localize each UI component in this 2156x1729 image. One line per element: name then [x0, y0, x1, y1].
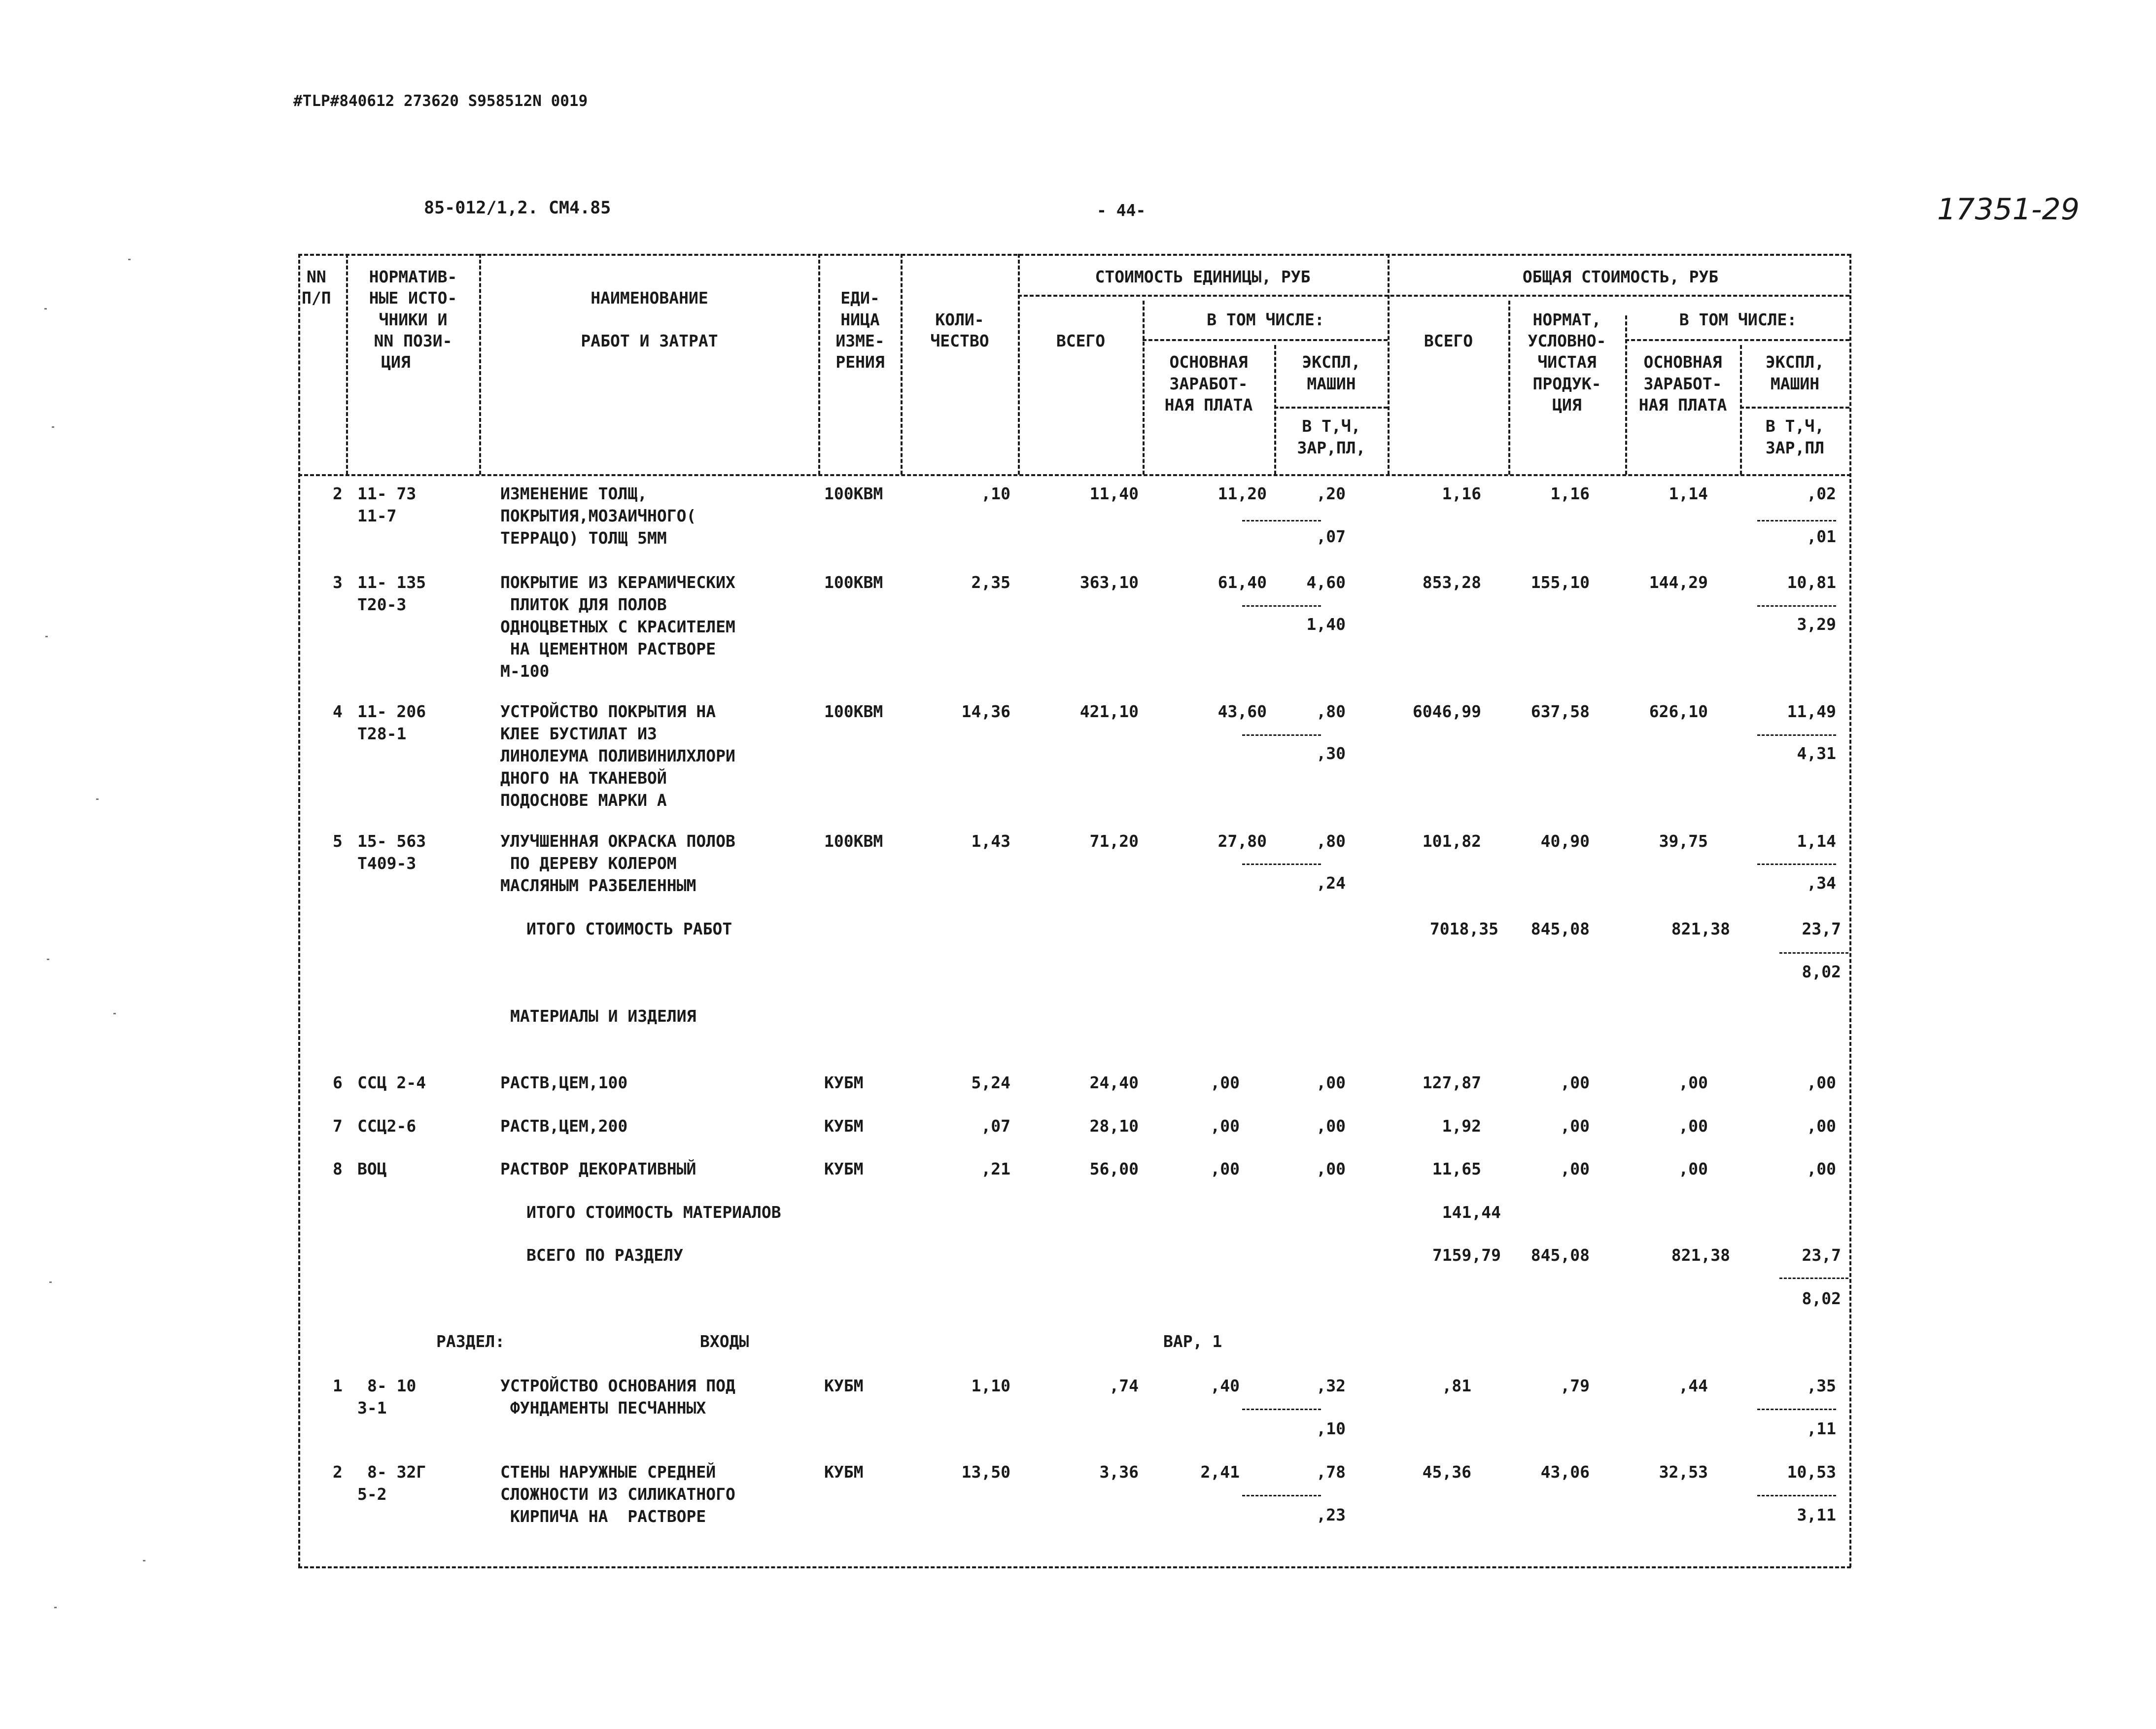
- header-col-sep: [1274, 345, 1276, 475]
- row-unit-total: 11,40: [1089, 484, 1139, 503]
- row-total-norm: ,79: [1560, 1376, 1590, 1395]
- row-total-ekspl-zp: ,34: [1807, 873, 1836, 893]
- header-norm-3: ЧНИКИ И: [379, 310, 448, 329]
- row-total-ekspl-zp: ,11: [1807, 1419, 1836, 1438]
- section-variant: ВАР, 1: [1163, 1332, 1222, 1351]
- row-unit-ekspl: ,80: [1316, 831, 1346, 851]
- row-qty: 13,50: [961, 1462, 1010, 1482]
- row-number: 2: [333, 484, 343, 503]
- row-name-line: М-100: [500, 661, 550, 681]
- row-total-ekspl: 11,49: [1787, 702, 1836, 721]
- header-qty-1: КОЛИ-: [935, 310, 984, 329]
- materials-title: МАТЕРИАЛЫ И ИЗДЕЛИЯ: [510, 1006, 696, 1026]
- row-code-sub: 5-2: [357, 1485, 387, 1504]
- header-norm-5: ЦИЯ: [381, 352, 411, 372]
- handwritten-number: 17351-29: [1937, 192, 2080, 227]
- row-name-line: РАСТВ,ЦЕМ,100: [500, 1073, 628, 1092]
- header-norm-usl-4: ПРОДУК-: [1532, 374, 1601, 393]
- row-unit-zp: ,40: [1210, 1376, 1240, 1395]
- row-unit-zp: 27,80: [1217, 831, 1267, 851]
- row-total-ekspl: ,02: [1807, 484, 1836, 503]
- section-total-ekspl: 23,7: [1802, 1245, 1841, 1265]
- row-total-ekspl: 1,14: [1797, 831, 1836, 851]
- scan-speck: [47, 959, 49, 960]
- row-unit-total: 421,10: [1079, 702, 1139, 721]
- row-unit: КУБМ: [824, 1116, 864, 1136]
- works-subtotal-label: ИТОГО СТОИМОСТЬ РАБОТ: [526, 919, 732, 938]
- row-number: 5: [333, 831, 343, 851]
- section-name: ВХОДЫ: [700, 1332, 749, 1351]
- row-name-line: ФУНДАМЕНТЫ ПЕСЧАННЫХ: [500, 1398, 706, 1418]
- header-total-ekspl-1: ЭКСПЛ,: [1765, 352, 1825, 372]
- subtotal-dash: [1757, 1495, 1836, 1496]
- subtotal-dash: [1242, 520, 1321, 521]
- row-name-line: УСТРОЙСТВО ПОКРЫТИЯ НА: [500, 702, 716, 721]
- subtotal-dash: [1242, 605, 1321, 607]
- header-osn-zar-2: ЗАРАБОТ-: [1169, 374, 1248, 393]
- row-total-norm: 1,16: [1550, 484, 1590, 503]
- header-ekspl-1: ЭКСПЛ,: [1302, 352, 1361, 372]
- row-name-line: ПОДОСНОВЕ МАРКИ А: [500, 791, 667, 810]
- row-code: 11- 206: [357, 702, 426, 721]
- row-name-line: РАСТВОР ДЕКОРАТИВНЫЙ: [500, 1159, 696, 1178]
- row-code-sub: Т409-3: [357, 854, 417, 873]
- row-unit: 100КВМ: [824, 831, 883, 851]
- row-name-line: УЛУЧШЕННАЯ ОКРАСКА ПОЛОВ: [500, 831, 735, 851]
- document-ref: 85-012/1,2. СМ4.85: [424, 198, 611, 218]
- subtotal-dash: [1242, 734, 1321, 736]
- row-unit: 100КВМ: [824, 573, 883, 592]
- scan-speck: [44, 308, 47, 310]
- row-number: 1: [333, 1376, 343, 1395]
- header-total-vtom: В ТОМ ЧИСЛЕ:: [1679, 310, 1797, 329]
- row-name-line: КЛЕЕ БУСТИЛАТ ИЗ: [500, 724, 657, 743]
- row-total-norm: ,00: [1560, 1073, 1590, 1092]
- row-code: ВОЦ: [357, 1159, 387, 1178]
- row-code: 8- 10: [367, 1376, 417, 1395]
- header-norm-usl-1: НОРМАТ,: [1532, 310, 1601, 329]
- header-unit-3: ИЗМЕ-: [835, 331, 885, 350]
- row-unit-ekspl: ,78: [1316, 1462, 1346, 1482]
- row-unit-zp: ,00: [1210, 1116, 1240, 1136]
- section-total-total: 7159,79: [1432, 1245, 1501, 1265]
- header-norm-1: НОРМАТИВ-: [369, 267, 457, 286]
- row-qty: 2,35: [971, 573, 1010, 592]
- header-col-sep: [479, 254, 481, 475]
- row-number: 7: [333, 1116, 343, 1136]
- row-code: 11- 135: [357, 573, 426, 592]
- row-unit-total: 28,10: [1089, 1116, 1139, 1136]
- row-total-ekspl: 10,53: [1787, 1462, 1836, 1482]
- subtotal-dash: [1757, 864, 1836, 865]
- subtotal-dash: [1757, 734, 1836, 736]
- subtotal-dash: [1757, 520, 1836, 521]
- subtotal-dash: [1757, 605, 1836, 607]
- materials-subtotal-total: 141,44: [1442, 1203, 1501, 1222]
- row-name-line: ПОКРЫТИЕ ИЗ КЕРАМИЧЕСКИХ: [500, 573, 735, 592]
- row-code: 8- 32Г: [367, 1462, 426, 1482]
- row-unit-ekspl-zp: 1,40: [1306, 615, 1346, 634]
- row-total: 127,87: [1422, 1073, 1481, 1092]
- row-name-line: РАСТВ,ЦЕМ,200: [500, 1116, 628, 1136]
- row-total-zp: ,00: [1678, 1159, 1708, 1178]
- row-qty: 1,10: [971, 1376, 1010, 1395]
- row-total-norm: 637,58: [1530, 702, 1590, 721]
- scan-speck: [45, 636, 48, 637]
- row-total: 1,16: [1442, 484, 1481, 503]
- section-total-zp: 821,38: [1671, 1245, 1730, 1265]
- header-col-sep: [1018, 254, 1020, 475]
- row-total-ekspl: ,00: [1807, 1073, 1836, 1092]
- header-unit-vsego: ВСЕГО: [1056, 331, 1106, 350]
- works-subtotal-ekspl: 23,7: [1802, 919, 1841, 938]
- row-unit-ekspl-zp: ,23: [1316, 1505, 1346, 1524]
- row-unit-ekspl-zp: ,07: [1316, 527, 1346, 546]
- row-code: 15- 563: [357, 831, 426, 851]
- row-name-line: ЛИНОЛЕУМА ПОЛИВИНИЛХЛОРИ: [500, 746, 735, 765]
- header-col-sep: [346, 254, 348, 475]
- table-top-border: [298, 254, 1851, 256]
- header-unit-2: НИЦА: [840, 310, 880, 329]
- header-unit-4: РЕНИЯ: [835, 352, 885, 372]
- header-ekspl-2: МАШИН: [1307, 374, 1356, 393]
- row-qty: ,07: [981, 1116, 1010, 1136]
- header-qty-2: ЧЕСТВО: [930, 331, 989, 350]
- header-subline: [1740, 407, 1849, 409]
- header-norm-2: НЫЕ ИСТО-: [369, 288, 457, 308]
- row-unit-ekspl: ,32: [1316, 1376, 1346, 1395]
- header-total-vtch-1: В Т,Ч,: [1765, 416, 1825, 436]
- section-total-ekspl-zp: 8,02: [1802, 1289, 1841, 1308]
- row-number: 4: [333, 702, 343, 721]
- document-id: #TLP#840612 273620 S958512N 0019: [293, 92, 588, 110]
- row-name-line: ПО ДЕРЕВУ КОЛЕРОМ: [500, 854, 677, 873]
- header-vtch-1: В Т,Ч,: [1302, 416, 1361, 436]
- scan-speck: [54, 1607, 57, 1608]
- header-osn-zar-1: ОСНОВНАЯ: [1169, 352, 1248, 372]
- header-unit-cost: СТОИМОСТЬ ЕДИНИЦЫ, РУБ: [1095, 267, 1311, 286]
- row-total-zp: ,00: [1678, 1073, 1708, 1092]
- header-total-osn-2: ЗАРАБОТ-: [1643, 374, 1722, 393]
- row-name-line: ОДНОЦВЕТНЫХ С КРАСИТЕЛЕМ: [500, 617, 735, 636]
- row-total-ekspl: 10,81: [1787, 573, 1836, 592]
- row-name-line: КИРПИЧА НА РАСТВОРЕ: [500, 1507, 706, 1526]
- works-subtotal-zp: 821,38: [1671, 919, 1730, 938]
- header-nn: NN: [307, 267, 326, 286]
- row-unit-ekspl: ,00: [1316, 1159, 1346, 1178]
- row-total: 1,92: [1442, 1116, 1481, 1136]
- row-total-ekspl-zp: 3,11: [1797, 1505, 1836, 1524]
- row-unit-total: ,74: [1109, 1376, 1139, 1395]
- row-code-sub: Т28-1: [357, 724, 407, 743]
- row-name-line: ПЛИТОК ДЛЯ ПОЛОВ: [500, 595, 667, 614]
- scan-speck: [128, 259, 131, 260]
- row-code: ССЦ 2-4: [357, 1073, 426, 1092]
- section-total-norm: 845,08: [1530, 1245, 1590, 1265]
- row-code-sub: 3-1: [357, 1398, 387, 1418]
- row-total-ekspl: ,00: [1807, 1116, 1836, 1136]
- materials-subtotal-label: ИТОГО СТОИМОСТЬ МАТЕРИАЛОВ: [526, 1203, 781, 1222]
- row-name-line: УСТРОЙСТВО ОСНОВАНИЯ ПОД: [500, 1376, 735, 1395]
- subtotal-dash: [1242, 1495, 1321, 1496]
- row-unit: КУБМ: [824, 1376, 864, 1395]
- row-total: 6046,99: [1412, 702, 1481, 721]
- header-norm-4: NN ПОЗИ-: [374, 331, 452, 350]
- row-total-zp: 626,10: [1649, 702, 1708, 721]
- row-unit-total: 71,20: [1089, 831, 1139, 851]
- row-unit: КУБМ: [824, 1462, 864, 1482]
- row-unit-total: 3,36: [1099, 1462, 1139, 1482]
- row-total-ekspl-zp: ,01: [1807, 527, 1836, 546]
- row-unit-zp: ,00: [1210, 1159, 1240, 1178]
- works-subtotal-ekspl-zp: 8,02: [1802, 962, 1841, 981]
- row-unit-ekspl: ,00: [1316, 1116, 1346, 1136]
- row-unit-ekspl: ,80: [1316, 702, 1346, 721]
- row-total-norm: 155,10: [1530, 573, 1590, 592]
- header-osn-zar-3: НАЯ ПЛАТА: [1164, 395, 1253, 415]
- table-header-bottom-border: [298, 474, 1851, 476]
- header-norm-usl-2: УСЛОВНО-: [1528, 331, 1606, 350]
- row-qty: ,10: [981, 484, 1010, 503]
- section-total-label: ВСЕГО ПО РАЗДЕЛУ: [526, 1245, 683, 1265]
- row-name-line: ИЗМЕНЕНИЕ ТОЛЩ,: [500, 484, 648, 503]
- row-qty: 14,36: [961, 702, 1010, 721]
- header-subline: [1274, 407, 1388, 409]
- header-norm-usl-3: ЧИСТАЯ: [1537, 352, 1597, 372]
- row-unit-ekspl: ,20: [1316, 484, 1346, 503]
- row-number: 8: [333, 1159, 343, 1178]
- row-unit-ekspl-zp: ,10: [1316, 1419, 1346, 1438]
- row-total-ekspl-zp: 3,29: [1797, 615, 1836, 634]
- row-unit-total: 56,00: [1089, 1159, 1139, 1178]
- row-total-zp: 144,29: [1649, 573, 1708, 592]
- row-unit: 100КВМ: [824, 484, 883, 503]
- row-unit-ekspl-zp: ,24: [1316, 873, 1346, 893]
- header-total-cost: ОБЩАЯ СТОИМОСТЬ, РУБ: [1522, 267, 1719, 286]
- section-label: РАЗДЕЛ:: [436, 1332, 505, 1351]
- subtotal-dash: [1779, 1278, 1848, 1279]
- row-unit-ekspl: ,00: [1316, 1073, 1346, 1092]
- subtotal-dash: [1779, 952, 1848, 954]
- row-code-sub: 11-7: [357, 506, 397, 525]
- table-bottom-border: [298, 1566, 1851, 1568]
- row-unit: КУБМ: [824, 1159, 864, 1178]
- row-total-ekspl: ,35: [1807, 1376, 1836, 1395]
- row-unit-zp: ,00: [1210, 1073, 1240, 1092]
- row-qty: ,21: [981, 1159, 1010, 1178]
- row-total-ekspl-zp: 4,31: [1797, 744, 1836, 763]
- row-total-zp: ,00: [1678, 1116, 1708, 1136]
- header-subline: [1018, 295, 1849, 297]
- header-col-sep: [818, 254, 820, 475]
- row-number: 2: [333, 1462, 343, 1482]
- row-name-line: МАСЛЯНЫМ РАЗБЕЛЕННЫМ: [500, 876, 696, 895]
- row-name-line: НА ЦЕМЕНТНОМ РАСТВОРЕ: [500, 639, 716, 658]
- row-number: 6: [333, 1073, 343, 1092]
- header-col-sep: [1388, 254, 1390, 475]
- row-total-norm: ,00: [1560, 1159, 1590, 1178]
- header-name-2: РАБОТ И ЗАТРАТ: [581, 331, 718, 350]
- row-total-zp: 39,75: [1659, 831, 1708, 851]
- row-unit-zp: 43,60: [1217, 702, 1267, 721]
- row-total: 853,28: [1422, 573, 1481, 592]
- row-unit: КУБМ: [824, 1073, 864, 1092]
- header-col-sep: [901, 254, 903, 475]
- scan-speck: [113, 1013, 116, 1014]
- header-total-vsego: ВСЕГО: [1424, 331, 1473, 350]
- row-name-line: ДНОГО НА ТКАНЕВОЙ: [500, 768, 667, 788]
- table-right-border: [1849, 254, 1851, 1567]
- row-code: 11- 73: [357, 484, 417, 503]
- row-name-line: СТЕНЫ НАРУЖНЫЕ СРЕДНЕЙ: [500, 1462, 716, 1482]
- header-unit-vtom: В ТОМ ЧИСЛЕ:: [1207, 310, 1324, 329]
- row-total: ,81: [1442, 1376, 1471, 1395]
- works-subtotal-norm: 845,08: [1530, 919, 1590, 938]
- row-code: ССЦ2-6: [357, 1116, 417, 1136]
- row-total-norm: 43,06: [1540, 1462, 1590, 1482]
- row-total-norm: 40,90: [1540, 831, 1590, 851]
- row-number: 3: [333, 573, 343, 592]
- row-unit-zp: 11,20: [1217, 484, 1267, 503]
- table-left-border: [298, 254, 300, 1567]
- row-unit-ekspl-zp: ,30: [1316, 744, 1346, 763]
- row-total-zp: 32,53: [1659, 1462, 1708, 1482]
- header-norm-usl-5: ЦИЯ: [1552, 395, 1582, 415]
- row-name-line: СЛОЖНОСТИ ИЗ СИЛИКАТНОГО: [500, 1485, 735, 1504]
- header-name-1: НАИМЕНОВАНИЕ: [591, 288, 708, 308]
- header-subline: [1143, 339, 1388, 341]
- row-code-sub: Т20-3: [357, 595, 407, 614]
- header-total-osn-3: НАЯ ПЛАТА: [1638, 395, 1727, 415]
- header-total-vtch-2: ЗАР,ПЛ: [1765, 438, 1825, 457]
- row-total: 101,82: [1422, 831, 1481, 851]
- row-qty: 1,43: [971, 831, 1010, 851]
- row-unit-total: 363,10: [1079, 573, 1139, 592]
- works-subtotal-total: 7018,35: [1429, 919, 1498, 938]
- row-name-line: ПОКРЫТИЯ,МОЗАИЧНОГО(: [500, 506, 696, 525]
- scan-speck: [143, 1560, 145, 1561]
- row-total-ekspl: ,00: [1807, 1159, 1836, 1178]
- subtotal-dash: [1242, 864, 1321, 865]
- scan-speck: [96, 798, 99, 800]
- header-vtch-2: ЗАР,ПЛ,: [1297, 438, 1366, 457]
- row-qty: 5,24: [971, 1073, 1010, 1092]
- row-total: 45,36: [1422, 1462, 1471, 1482]
- subtotal-dash: [1757, 1409, 1836, 1410]
- header-subline: [1625, 339, 1849, 341]
- row-unit-zp: 61,40: [1217, 573, 1267, 592]
- row-name-line: ТЕРРАЦО) ТОЛЩ 5ММ: [500, 528, 667, 548]
- header-total-ekspl-2: МАШИН: [1770, 374, 1820, 393]
- row-unit-zp: 2,41: [1200, 1462, 1240, 1482]
- header-total-osn-1: ОСНОВНАЯ: [1643, 352, 1722, 372]
- row-unit-total: 24,40: [1089, 1073, 1139, 1092]
- scan-speck: [49, 1281, 52, 1283]
- row-unit: 100КВМ: [824, 702, 883, 721]
- row-total: 11,65: [1432, 1159, 1481, 1178]
- row-total-zp: 1,14: [1669, 484, 1708, 503]
- header-pp: П/П: [302, 288, 331, 308]
- header-unit-1: ЕДИ-: [840, 288, 880, 308]
- page-number: - 44-: [1097, 201, 1146, 220]
- row-unit-ekspl: 4,60: [1306, 573, 1346, 592]
- subtotal-dash: [1242, 1409, 1321, 1410]
- row-total-norm: ,00: [1560, 1116, 1590, 1136]
- scan-speck: [52, 426, 54, 428]
- row-total-zp: ,44: [1678, 1376, 1708, 1395]
